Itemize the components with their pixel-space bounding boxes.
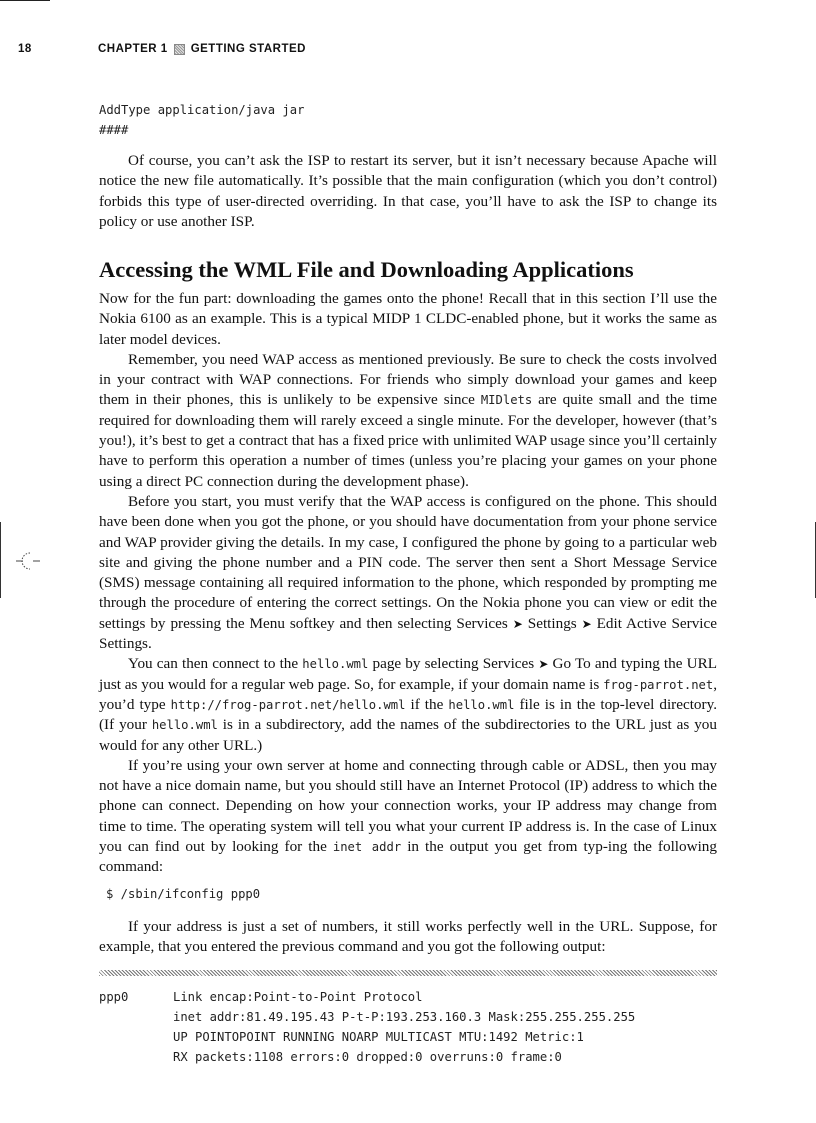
chapter-label: CHAPTER 1	[98, 43, 168, 55]
listing-rule	[99, 970, 717, 976]
registration-mark-icon	[14, 549, 42, 573]
chapter-title: GETTING STARTED	[190, 43, 306, 55]
running-header	[18, 43, 306, 55]
text-block-2	[99, 289, 717, 878]
separator-square-icon	[174, 44, 185, 55]
crop-line	[0, 0, 50, 1]
text-block-1	[99, 151, 717, 232]
inline-code: frog-parrot.net	[603, 677, 714, 692]
paragraph: Before you start, you must verify that the WAP access is configured on the phone. This should have been done when you got the phone, or you should have documentation from your phone service and WAP provider giving the details. In my case, I configured the phone by going to a particular web site and giving the phone number and a PIN code. The server then sent a Short Message Service (SMS) message containing all required information to the phone, which responded by prompting me through the procedure of entering the correct settings. On the Nokia phone you can view or edit the settings by pressing the Menu softkey and then selecting Services ➤ Settings ➤ Edit Active Service Settings.	[99, 492, 717, 653]
section-heading-block	[99, 256, 717, 284]
page-number: 18	[18, 43, 32, 55]
menu-arrow-icon: ➤	[538, 657, 549, 672]
interface-name: ppp0	[99, 990, 129, 1004]
paragraph: If you’re using your own server at home and connecting through cable or ADSL, then you may not have a nice domain name, but you should still have an Internet Protocol (IP) address to which the phone can connect. Depending on how your connection works, your IP address may change from time to time. The operating system will tell you what your current IP address is. In the case of Linux you can find out by looking for the inet addr in the output you get from typ-ing the following command:	[99, 756, 717, 876]
code-line: ####	[99, 123, 129, 137]
output-line: ppp0 Link encap:Point-to-Point Protocol	[99, 987, 717, 1007]
inline-code: hello.wml	[302, 657, 369, 672]
command-line: $ /sbin/ifconfig ppp0	[106, 887, 261, 901]
section-heading: Accessing the WML File and Downloading Applications	[99, 257, 634, 282]
output-line: UP POINTOPOINT RUNNING NOARP MULTICAST MTU:1492 Metric:1	[173, 1030, 584, 1044]
ifconfig-output	[99, 987, 717, 1067]
crop-mark-left	[0, 522, 1, 598]
paragraph: Remember, you need WAP access as mentioned previously. Be sure to check the costs involved in your contract with WAP connections. For friends who simply download your games and keep them in their phones, this is unlikely to be expensive since MIDlets are quite small and the time required for downloading them will rarely exceed a single minute. For the developer, however (that’s you!), it’s best to get a contract that has a fixed price with unlimited WAP usage since you’ll certainly have to perform this operation a number of times (unless you’re placing your games on your phone using a direct PC connection during the development phase).	[99, 350, 717, 490]
code-block-addtype	[99, 100, 717, 140]
text-block-3	[99, 917, 717, 958]
paragraph: You can then connect to the hello.wml page by selecting Services ➤ Go To and typing the URL just as you would for a regular web page. So, for example, if your domain name is frog-parrot.net, you’d type http://frog-parrot.net/hello.wml if the hello.wml file is in the top-level directory. (If your hello.wml is in a subdirectory, add the names of the subdirectories to the URL just as you would for any other URL.)	[99, 655, 717, 754]
output-line: inet addr:81.49.195.43 P-t-P:193.253.160.3 Mask:255.255.255.255	[173, 1010, 636, 1024]
menu-arrow-icon: ➤	[581, 616, 592, 631]
code-line: AddType application/java jar	[99, 103, 305, 117]
inline-code: inet addr	[332, 840, 402, 855]
menu-arrow-icon: ➤	[512, 616, 523, 631]
paragraph: Of course, you can’t ask the ISP to restart its server, but it isn’t necessary because Apache will notice the new file automatically. It’s possible that the main configuration (which you don’t control) forbids this type of user-directed overriding. In that case, you’ll have to ask the ISP to change its policy or use another ISP.	[99, 152, 717, 230]
output-line: RX packets:1108 errors:0 dropped:0 overruns:0 frame:0	[173, 1050, 562, 1064]
inline-code: MIDlets	[480, 393, 533, 408]
inline-code: http://frog-parrot.net/hello.wml	[170, 697, 406, 712]
inline-code: hello.wml	[448, 697, 515, 712]
paragraph: If your address is just a set of numbers, it still works perfectly well in the URL. Suppose, for example, that you entered the previous command and you got the following output:	[99, 918, 717, 956]
inline-code: hello.wml	[151, 718, 218, 733]
paragraph: Now for the fun part: downloading the games onto the phone! Recall that in this section I’ll use the Nokia 6100 as an example. This is a typical MIDP 1 CLDC-enabled phone, but it works the same as later model devices.	[99, 290, 717, 348]
